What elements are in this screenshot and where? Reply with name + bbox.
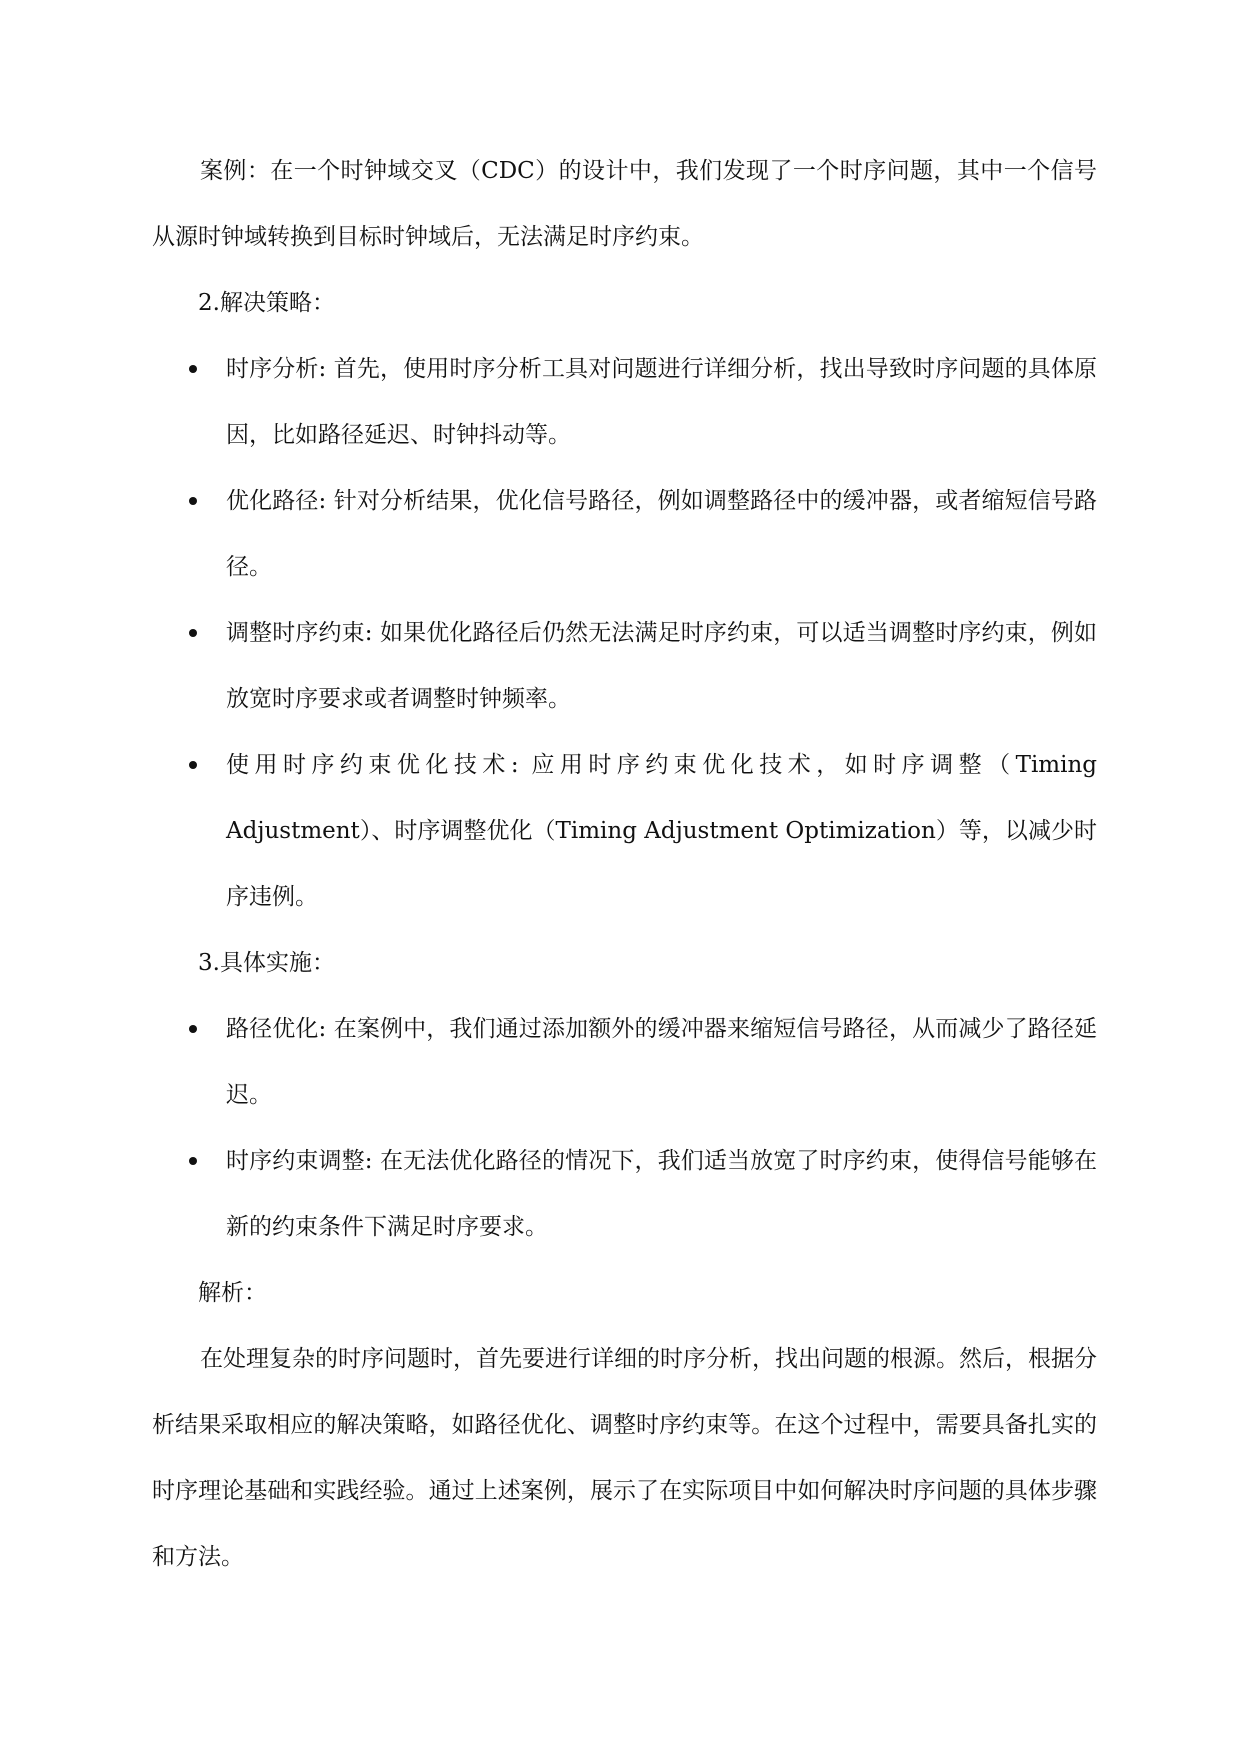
item-term: 时序约束调整: [226, 1148, 373, 1174]
section-2-heading: 2.解决策略： [198, 290, 335, 316]
item-text: 首先，使用时序分析工具对问题进行详细分析，找出导致时序问题的具体原因，比如路径延迟、时钟抖动等。 [226, 356, 1098, 448]
bullet-icon [189, 497, 197, 505]
bullet-icon [189, 365, 197, 373]
bullet-icon [189, 629, 197, 637]
case-paragraph: 案例：在一个时钟域交叉（CDC）的设计中，我们发现了一个时序问题，其中一个信号从源时钟域转换到目标时钟域后，无法满足时序约束。 [152, 158, 1097, 250]
list-item [152, 600, 1097, 732]
section-3-list [152, 996, 1097, 1260]
item-term: 路径优化: [226, 1016, 327, 1042]
bullet-icon [189, 1157, 197, 1165]
section-2-list [152, 336, 1097, 930]
bullet-icon [189, 1025, 197, 1033]
analysis-paragraph: 在处理复杂的时序问题时，首先要进行详细的时序分析，找出问题的根源。然后，根据分析结果采取相应的解决策略，如路径优化、调整时序约束等。在这个过程中，需要具备扎实的时序理论基础和实践经验。通过上述案例，展示了在实际项目中如何解决时序问题的具体步骤和方法。 [152, 1346, 1097, 1570]
item-text: 在案例中，我们通过添加额外的缓冲器来缩短信号路径，从而减少了路径延迟。 [226, 1016, 1098, 1108]
list-item [152, 336, 1097, 468]
item-term: 时序分析: [226, 356, 327, 382]
bullet-icon [189, 761, 197, 769]
item-text: 针对分析结果，优化信号路径，例如调整路径中的缓冲器，或者缩短信号路径。 [226, 488, 1098, 580]
item-term: 使用时序约束优化技术: [226, 752, 519, 778]
item-text: 应用时序约束优化技术，如时序调整（Timing Adjustment）、时序调整优化（Timing Adjustment Optimization）等，以减少时序违例。 [226, 752, 1098, 910]
list-item [152, 996, 1097, 1128]
list-item [152, 468, 1097, 600]
item-term: 优化路径: [226, 488, 327, 514]
document-body [152, 138, 1097, 1590]
analysis-heading: 解析： [198, 1280, 267, 1306]
item-text: 如果优化路径后仍然无法满足时序约束，可以适当调整时序约束，例如放宽时序要求或者调整时钟频率。 [226, 620, 1098, 712]
item-term: 调整时序约束: [226, 620, 373, 646]
list-item [152, 732, 1097, 930]
section-3-heading: 3.具体实施： [198, 950, 335, 976]
list-item [152, 1128, 1097, 1260]
item-text: 在无法优化路径的情况下，我们适当放宽了时序约束，使得信号能够在新的约束条件下满足时序要求。 [226, 1148, 1098, 1240]
